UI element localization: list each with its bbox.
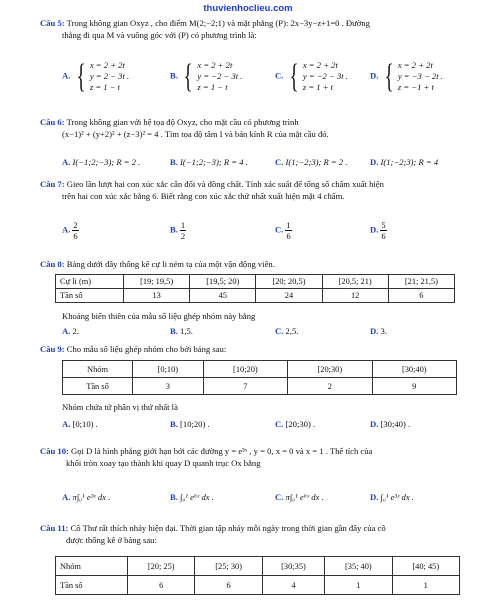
option-label: D.: [370, 326, 379, 336]
eq-line: z = 1 − t: [197, 82, 228, 92]
eq-line: x = 2 + 2t: [302, 60, 338, 70]
question-text: được thống kê ở bảng sau:: [66, 535, 157, 546]
table-cell: 1: [392, 576, 459, 595]
option-d[interactable]: D. { x = 2 + 2t y = −3 − 2t . z = −1 + t: [370, 57, 443, 95]
option-label: B.: [170, 157, 178, 167]
table-cell: Nhóm: [63, 361, 133, 378]
question-5: [40, 17, 460, 42]
watermark: thuvienhoclieu.com: [203, 3, 293, 14]
question-number: Câu 11:: [40, 523, 69, 533]
option-text: I(1;−2;3); R = 2 .: [285, 157, 348, 167]
question-text: Cô Thư rất thích nhảy hiện đại. Thời gian tập nhảy mỗi ngày trong thời gian gần đây của cô: [70, 523, 386, 533]
table-cell: [20;30): [288, 361, 372, 378]
table-row: [56, 289, 455, 303]
question-text: Trong không gian với hệ tọa độ Oxyz, cho mặt cầu có phương trình: [66, 117, 299, 127]
table-row: [63, 378, 457, 395]
table-cell: 3: [133, 378, 204, 395]
dance-time-table: [55, 556, 460, 595]
table-cell: [30;40): [372, 361, 456, 378]
table-cell: 9: [372, 378, 456, 395]
option-label: C.: [275, 492, 284, 502]
eq-line: y = −2 − 3t .: [302, 71, 348, 81]
question-number: Câu 5:: [40, 18, 65, 28]
option-c[interactable]: [275, 326, 298, 336]
option-label: C.: [275, 157, 284, 167]
question-text: Nhóm chứa tứ phân vị thứ nhất là: [62, 402, 178, 412]
eq-line: x = 2 + 2t: [197, 60, 233, 70]
option-text: I(−1;2;−3); R = 2 .: [72, 157, 141, 167]
option-text: 3.: [380, 326, 387, 336]
question-text: khối tròn xoay tạo thành khi quay D quanh trục Ox bằng: [66, 458, 261, 469]
option-label: D.: [370, 492, 379, 502]
question-number: Câu 8:: [40, 259, 65, 269]
option-label: A.: [62, 70, 71, 81]
option-b[interactable]: [170, 326, 193, 336]
fraction: [285, 220, 291, 241]
table-cell: [19; 19,5): [124, 275, 190, 289]
table-cell: Nhóm: [56, 557, 128, 576]
option-text: 2,5.: [285, 326, 299, 336]
option-label: B.: [170, 326, 178, 336]
eq-line: z = 1 + t: [302, 82, 334, 92]
table-cell: [40; 45): [392, 557, 459, 576]
table-cell: 45: [190, 289, 256, 303]
option-label: D.: [370, 224, 379, 235]
question-9: [40, 343, 460, 355]
eq-line: y = −2 − 3t .: [197, 71, 243, 81]
question-text: Khoảng biến thiên của mẫu số liệu ghép nhóm này bằng: [62, 311, 256, 321]
question-number: Câu 7:: [40, 179, 65, 189]
option-b[interactable]: [170, 157, 248, 167]
option-c[interactable]: [275, 157, 347, 167]
option-a[interactable]: [62, 220, 79, 241]
table-cell: [20; 25): [128, 557, 195, 576]
eq-line: x = 2 + 2t: [89, 60, 125, 70]
option-text: π∫₀¹ e³ˣ dx .: [72, 492, 111, 502]
denominator: 2: [180, 231, 186, 241]
option-b[interactable]: [170, 419, 210, 429]
table-cell: Cự li (m): [56, 275, 124, 289]
option-text: ∫₀¹ e³ˣ dx .: [380, 492, 414, 502]
option-text: ∫₀¹ e⁶ˣ dx .: [180, 492, 214, 502]
table-cell: 2: [288, 378, 372, 395]
question-text: Gieo lần lượt hai con xúc xắc cân đối và đồng chất. Tính xác suất để tổng số chấm xuất hiện: [66, 179, 384, 189]
question-8: [40, 258, 460, 270]
distance-table: [55, 274, 455, 303]
table-row: [56, 557, 460, 576]
option-label: C.: [275, 326, 284, 336]
option-c[interactable]: [275, 220, 292, 241]
fraction: [380, 220, 386, 241]
option-d[interactable]: [370, 157, 438, 167]
question-number: Câu 9:: [40, 344, 65, 354]
option-label: D.: [370, 157, 379, 167]
denominator: 6: [286, 231, 291, 241]
table-cell: [19,5; 20): [190, 275, 256, 289]
table-row: [56, 275, 455, 289]
option-d[interactable]: [370, 326, 387, 336]
table-cell: [35; 40): [325, 557, 392, 576]
table-cell: [21; 21,5): [388, 275, 454, 289]
table-cell: Tần số: [56, 289, 124, 303]
option-d[interactable]: [370, 492, 414, 502]
denominator: 6: [73, 231, 78, 241]
table-row: [63, 361, 457, 378]
option-label: A.: [62, 157, 71, 167]
question-6: [40, 116, 460, 141]
table-cell: Tần số: [56, 576, 128, 595]
option-a[interactable]: [62, 419, 98, 429]
table-cell: 1: [325, 576, 392, 595]
question-number: Câu 6:: [40, 117, 65, 127]
option-text: I(−1;2;−3); R = 4 .: [180, 157, 248, 167]
question-text: Bảng dưới đây thống kê cự li ném tạ của một vận động viên.: [66, 259, 275, 269]
option-a[interactable]: A. { x = 2 + 2t y = 2 − 3t . z = 1 − t: [62, 57, 130, 95]
table-cell: Tần số: [63, 378, 133, 395]
question-10: [40, 445, 460, 470]
option-label: B.: [170, 224, 178, 235]
option-c[interactable]: C. { x = 2 + 2t y = −2 − 3t . z = 1 + t: [275, 57, 348, 95]
numerator: 5: [381, 220, 386, 230]
table-cell: 12: [322, 289, 388, 303]
option-text: [10;20) .: [180, 419, 210, 429]
group-table: [62, 360, 457, 395]
question-text: thẳng đi qua M và vuông góc với (P) có phương trình là:: [62, 30, 257, 41]
option-label: C.: [275, 70, 284, 81]
table-cell: 6: [195, 576, 262, 595]
table-cell: 24: [256, 289, 322, 303]
eq-line: y = −3 − 2t .: [397, 71, 443, 81]
option-b[interactable]: [170, 220, 186, 241]
option-label: D.: [370, 419, 379, 429]
option-a[interactable]: [62, 157, 140, 167]
option-text: I(1;−2;3); R = 4: [380, 157, 439, 167]
option-text: [20;30) .: [285, 419, 316, 429]
option-d[interactable]: [370, 419, 410, 429]
option-label: B.: [170, 419, 178, 429]
option-label: B.: [170, 492, 178, 502]
question-text: trên hai con xúc xắc bằng 6. Biết rằng con xúc xắc thứ nhất xuất hiện mặt 4 chấm.: [62, 191, 345, 202]
option-label: A.: [62, 492, 71, 502]
eq-line: z = 1 − t: [89, 82, 121, 92]
option-text: 1,5.: [180, 326, 193, 336]
table-row: [56, 576, 460, 595]
option-b[interactable]: [170, 492, 214, 502]
table-cell: 7: [203, 378, 287, 395]
numerator: 1: [180, 220, 186, 230]
table-cell: 6: [388, 289, 454, 303]
table-cell: [0;10): [133, 361, 204, 378]
option-a[interactable]: [62, 326, 79, 336]
table-cell: 4: [262, 576, 324, 595]
option-text: [30;40) .: [380, 419, 411, 429]
question-text: Gọi D là hình phẳng giới hạn bởi các đường y = e³ˣ , y = 0, x = 0 và x = 1 . Thể tích của: [71, 446, 373, 456]
eq-line: y = 2 − 3t .: [89, 71, 130, 81]
question-number: Câu 10:: [40, 446, 69, 456]
option-label: A.: [62, 224, 71, 235]
option-text: [0;10) .: [72, 419, 98, 429]
fraction: [180, 220, 186, 241]
numerator: 1: [286, 220, 291, 230]
table-cell: 6: [128, 576, 195, 595]
question-text: (x−1)² + (y+2)² + (z−3)² = 4 . Tìm tọa độ tâm I và bán kính R của mặt cầu đó.: [62, 129, 329, 140]
table-cell: [30;35): [262, 557, 324, 576]
option-label: C.: [275, 224, 284, 235]
question-11: [40, 522, 460, 547]
fraction: [72, 220, 78, 241]
table-cell: [20,5; 21): [322, 275, 388, 289]
table-cell: [20; 20,5): [256, 275, 322, 289]
option-label: D.: [370, 70, 379, 81]
option-b[interactable]: B. { x = 2 + 2t y = −2 − 3t . z = 1 − t: [170, 57, 243, 95]
option-label: C.: [275, 419, 284, 429]
option-text: π∫₀¹ e⁶ˣ dx .: [285, 492, 324, 502]
option-c[interactable]: [275, 419, 315, 429]
option-label: A.: [62, 326, 71, 336]
question-text: Cho mẫu số liệu ghép nhóm cho bởi bảng sau:: [66, 344, 227, 354]
option-c[interactable]: [275, 492, 324, 502]
eq-line: z = −1 + t: [397, 82, 434, 92]
table-cell: 13: [124, 289, 190, 303]
option-a[interactable]: [62, 492, 110, 502]
option-text: 2.: [72, 326, 79, 336]
option-d[interactable]: [370, 220, 387, 241]
option-label: B.: [170, 70, 178, 81]
option-label: A.: [62, 419, 71, 429]
eq-line: x = 2 + 2t: [397, 60, 433, 70]
numerator: 2: [73, 220, 78, 230]
table-cell: [10;20): [203, 361, 287, 378]
table-cell: [25; 30): [195, 557, 262, 576]
question-7: [40, 178, 460, 203]
question-text: Trong không gian Oxyz , cho điểm M(2;−2;1) và mặt phẳng (P): 2x−3y−z+1=0 . Đường: [66, 18, 370, 28]
denominator: 6: [381, 231, 386, 241]
